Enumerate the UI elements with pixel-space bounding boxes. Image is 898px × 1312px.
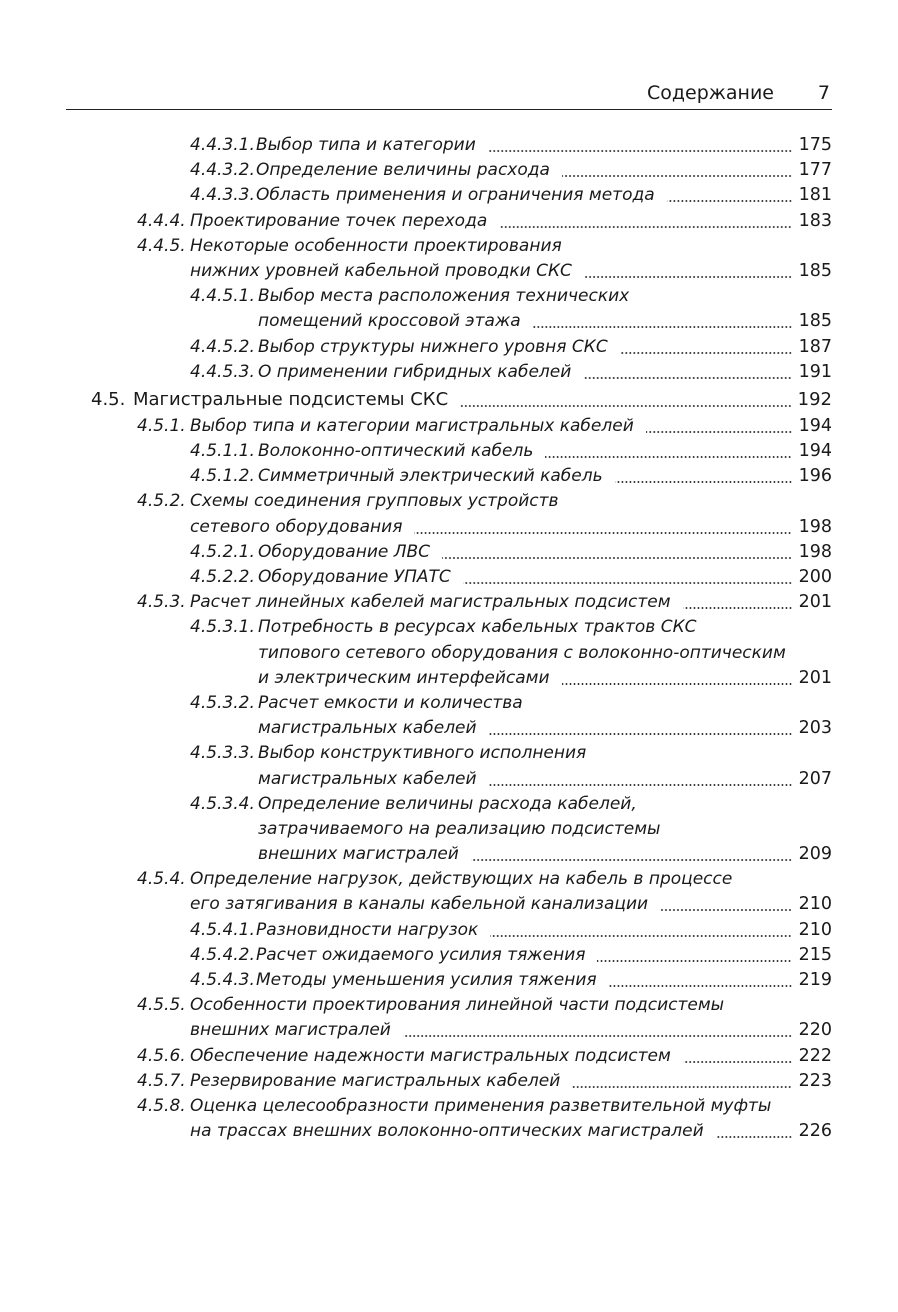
toc-number: 4.4.5.3. (190, 361, 255, 382)
toc-line (0, 943, 898, 968)
toc-number: 4.5.3.4. (190, 793, 255, 814)
toc-page-number: 183 (798, 210, 832, 231)
toc-number: 4.5.1. (137, 415, 186, 436)
toc-page-number: 185 (798, 311, 832, 332)
toc-page-number: 196 (798, 466, 832, 487)
toc-entry[interactable] (0, 133, 898, 158)
dot-leader (489, 784, 792, 786)
toc-line (0, 666, 898, 691)
toc-page-number: 207 (798, 768, 832, 789)
toc-title: Выбор структуры нижнего уровня СКС (258, 336, 608, 357)
toc-title: Определение величины расхода кабелей, (258, 793, 637, 814)
toc-page-number: 222 (798, 1045, 832, 1066)
toc-number: 4.5.4.3. (190, 970, 255, 990)
dot-leader (572, 1086, 792, 1088)
toc-title: Резервирование магистральных кабелей (190, 1070, 561, 1091)
toc-title: Выбор типа и категории магистральных кабелей (190, 415, 634, 436)
toc-line (0, 284, 898, 309)
toc-number: 4.5.1.2. (190, 466, 255, 487)
running-header (66, 82, 832, 108)
toc-number: 4.5.3.3. (190, 743, 255, 764)
dot-leader (533, 326, 792, 328)
toc-title: Магистральные подсистемы СКС (133, 388, 449, 410)
toc-page-number: 201 (798, 592, 832, 613)
dot-leader (562, 683, 793, 685)
toc-line (0, 968, 898, 993)
table-of-contents (0, 133, 898, 1144)
toc-line (0, 590, 898, 615)
toc-line (0, 1044, 898, 1069)
toc-entry[interactable] (0, 464, 898, 489)
toc-entry[interactable] (0, 360, 898, 385)
toc-line (0, 918, 898, 943)
dot-leader (499, 226, 792, 228)
toc-line (0, 767, 898, 792)
toc-title: Разновидности нагрузок (256, 919, 479, 940)
toc-title: Расчет емкости и количества (258, 692, 523, 713)
toc-title: Проектирование точек перехода (190, 210, 488, 231)
toc-title: Симметричный электрический кабель (258, 466, 603, 487)
dot-leader (463, 582, 792, 584)
dot-leader (460, 405, 792, 407)
toc-line (0, 1119, 898, 1144)
header-title: Содержание (647, 82, 774, 104)
toc-number: 4.5.4.1. (190, 919, 255, 940)
toc-number: 4.5.1.1. (190, 441, 255, 462)
dot-leader (683, 607, 792, 609)
toc-title: Оборудование УПАТС (258, 567, 451, 587)
toc-entry[interactable] (0, 918, 898, 943)
toc-entry[interactable] (0, 1094, 898, 1144)
toc-title: Определение нагрузок, действующих на кабель в процессе (190, 869, 733, 890)
toc-number: 4.5.8. (137, 1095, 186, 1116)
toc-page-number: 198 (798, 516, 832, 537)
toc-title: О применении гибридных кабелей (258, 361, 572, 382)
toc-line (0, 691, 898, 716)
toc-line (0, 309, 898, 334)
toc-number: 4.4.4. (137, 210, 186, 231)
toc-page-number: 191 (798, 361, 832, 382)
toc-number: 4.5.6. (137, 1045, 186, 1066)
toc-title: нижних уровней кабельной проводки СКС (190, 260, 572, 281)
toc-page-number: 200 (798, 567, 832, 587)
dot-leader (489, 733, 792, 735)
header-rule (66, 109, 832, 110)
toc-line (0, 158, 898, 183)
toc-line (0, 842, 898, 867)
toc-title: Потребность в ресурсах кабельных трактов СКС (258, 617, 697, 638)
toc-entry[interactable] (0, 439, 898, 464)
toc-page-number: 210 (798, 894, 832, 915)
toc-entry[interactable] (0, 1044, 898, 1069)
dot-leader (584, 276, 792, 278)
toc-entry[interactable] (0, 943, 898, 968)
dot-leader (646, 431, 792, 433)
toc-title: Оценка целесообразности применения разветвительной муфты (190, 1095, 772, 1116)
toc-entry[interactable] (0, 183, 898, 208)
toc-page-number: 187 (798, 336, 832, 357)
toc-title: Область применения и ограничения метода (256, 185, 655, 206)
toc-entry[interactable] (0, 540, 898, 565)
toc-page-number: 201 (798, 667, 832, 688)
toc-entry[interactable] (0, 615, 898, 691)
toc-number: 4.5.3. (137, 592, 186, 613)
toc-page-number: 198 (798, 541, 832, 562)
toc-line (0, 615, 898, 640)
toc-page-number: 192 (797, 388, 832, 410)
toc-entry[interactable] (0, 565, 898, 590)
toc-line (0, 716, 898, 741)
dot-leader (620, 352, 792, 354)
toc-title: магистральных кабелей (258, 768, 477, 789)
toc-line (0, 439, 898, 464)
toc-line (0, 792, 898, 817)
toc-line (0, 335, 898, 360)
dot-leader (471, 859, 792, 861)
dot-leader (716, 1136, 792, 1138)
dot-leader (615, 481, 792, 483)
dot-leader (403, 1035, 792, 1037)
toc-title: его затягивания в каналы кабельной канализации (190, 894, 649, 915)
toc-page-number: 215 (798, 944, 832, 965)
toc-entry[interactable] (0, 968, 898, 993)
dot-leader (667, 200, 792, 202)
toc-number: 4.5.5. (137, 995, 186, 1016)
toc-title: Определение величины расхода (256, 160, 550, 181)
toc-number: 4.5.4. (137, 869, 186, 890)
toc-line (0, 183, 898, 208)
toc-number: 4.4.5.2. (190, 336, 255, 357)
toc-line (0, 867, 898, 892)
toc-line (0, 565, 898, 590)
toc-number: 4.5.7. (137, 1070, 186, 1091)
toc-entry[interactable] (0, 691, 898, 741)
toc-number: 4.4.3.3. (190, 185, 255, 206)
toc-line (0, 234, 898, 259)
toc-entry[interactable] (0, 158, 898, 183)
toc-line (0, 385, 898, 414)
toc-line (0, 259, 898, 284)
toc-entry[interactable] (0, 234, 898, 284)
dot-leader (583, 377, 792, 379)
dot-leader (442, 557, 792, 559)
toc-number: 4.4.3.2. (190, 160, 255, 181)
toc-title: магистральных кабелей (258, 718, 477, 739)
toc-entry[interactable] (0, 414, 898, 439)
toc-entry[interactable] (0, 590, 898, 615)
toc-title: типового сетевого оборудования с волоконно-оптическим (258, 642, 786, 663)
toc-number: 4.5.2.2. (190, 567, 255, 587)
toc-title: помещений кроссовой этажа (258, 311, 521, 332)
toc-entry[interactable] (0, 284, 898, 334)
toc-title: Расчет линейных кабелей магистральных подсистем (190, 592, 671, 613)
toc-line (0, 489, 898, 514)
toc-line (0, 1094, 898, 1119)
toc-line (0, 515, 898, 540)
toc-number: 4.5.2. (137, 491, 186, 512)
toc-entry[interactable] (0, 385, 898, 414)
toc-title: Выбор конструктивного исполнения (258, 743, 587, 764)
toc-line (0, 641, 898, 666)
toc-title: Схемы соединения групповых устройств (190, 491, 559, 512)
toc-line (0, 993, 898, 1018)
toc-page-number: 194 (798, 441, 832, 462)
header-page-number: 7 (817, 82, 830, 104)
toc-entry[interactable] (0, 489, 898, 539)
toc-line (0, 209, 898, 234)
dot-leader (562, 175, 792, 177)
toc-title: Некоторые особенности проектирования (190, 235, 562, 256)
toc-line (0, 1069, 898, 1094)
dot-leader (683, 1061, 792, 1063)
toc-title: Методы уменьшения усилия тяжения (256, 970, 597, 990)
toc-page-number: 210 (798, 919, 832, 940)
toc-page-number: 209 (798, 844, 832, 865)
toc-number: 4.5.3.1. (190, 617, 255, 638)
toc-number: 4.5.2.1. (190, 541, 255, 562)
toc-title: Волоконно-оптический кабель (258, 441, 534, 462)
toc-line (0, 540, 898, 565)
toc-title: внешних магистралей (258, 844, 459, 865)
toc-page-number: 220 (798, 1020, 832, 1041)
toc-title: Выбор типа и категории (256, 135, 476, 155)
toc-number: 4.4.3.1. (190, 135, 255, 155)
dot-leader (490, 935, 792, 937)
toc-page-number: 203 (798, 718, 832, 739)
toc-page-number: 223 (798, 1070, 832, 1091)
toc-number: 4.5.4.2. (190, 944, 255, 965)
dot-leader (488, 150, 792, 152)
dot-leader (414, 532, 792, 534)
toc-title: и электрическим интерфейсами (258, 667, 550, 688)
toc-number: 4.5.3.2. (190, 692, 255, 713)
toc-title: Выбор места расположения технических (258, 286, 630, 307)
dot-leader (660, 909, 792, 911)
dot-leader (597, 960, 792, 962)
toc-title: Оборудование ЛВС (258, 541, 431, 562)
toc-entry[interactable] (0, 209, 898, 234)
toc-title: внешних магистралей (190, 1020, 391, 1041)
toc-line (0, 741, 898, 766)
toc-title: Особенности проектирования линейной части подсистемы (190, 995, 725, 1016)
toc-line (0, 892, 898, 917)
toc-entry[interactable] (0, 993, 898, 1043)
toc-entry[interactable] (0, 741, 898, 791)
toc-page-number: 194 (798, 415, 832, 436)
toc-entry[interactable] (0, 1069, 898, 1094)
toc-page-number: 175 (798, 135, 832, 155)
toc-entry[interactable] (0, 867, 898, 917)
toc-title: Расчет ожидаемого усилия тяжения (256, 944, 586, 965)
toc-title: на трассах внешних волоконно-оптических магистралей (190, 1121, 704, 1142)
toc-line (0, 817, 898, 842)
toc-page-number: 177 (798, 160, 832, 181)
toc-line (0, 360, 898, 385)
toc-number: 4.5. (91, 388, 126, 410)
toc-page-number: 219 (798, 970, 832, 990)
toc-line (0, 464, 898, 489)
toc-number: 4.4.5. (137, 235, 186, 256)
toc-page-number: 185 (798, 260, 832, 281)
dot-leader (609, 985, 792, 987)
toc-entry[interactable] (0, 792, 898, 868)
toc-page-number: 226 (798, 1121, 832, 1142)
toc-title: затрачиваемого на реализацию подсистемы (258, 818, 661, 839)
toc-line (0, 133, 898, 158)
toc-title: сетевого оборудования (190, 516, 403, 537)
toc-number: 4.4.5.1. (190, 286, 255, 307)
toc-line (0, 1018, 898, 1043)
toc-entry[interactable] (0, 335, 898, 360)
toc-page-number: 181 (798, 185, 832, 206)
dot-leader (545, 456, 792, 458)
toc-line (0, 414, 898, 439)
toc-title: Обеспечение надежности магистральных подсистем (190, 1045, 671, 1066)
